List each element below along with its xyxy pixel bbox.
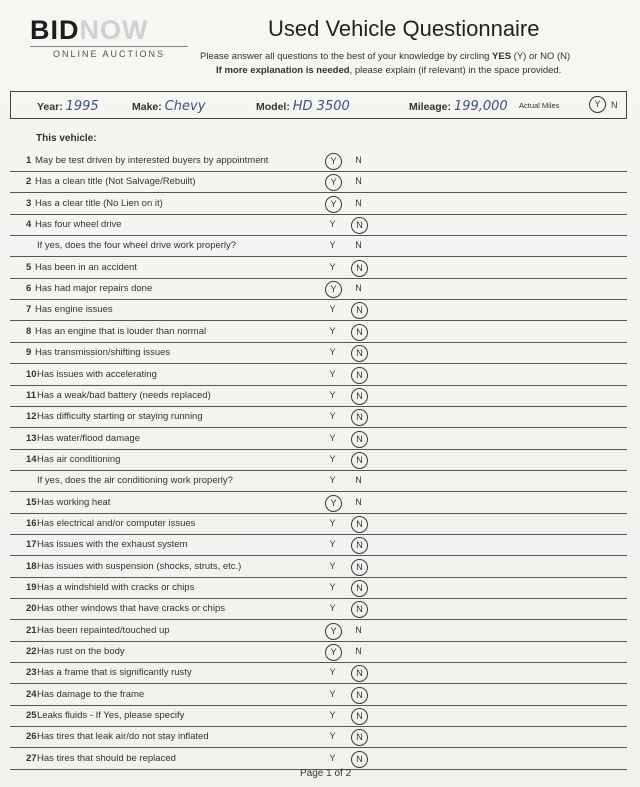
answer-yes-option[interactable]: Y bbox=[329, 475, 336, 486]
question-text: Has transmission/shifting issues bbox=[35, 347, 171, 359]
make-value: Chevy bbox=[164, 99, 206, 114]
question-row bbox=[10, 342, 627, 364]
question-row bbox=[10, 598, 627, 620]
question-text: Has issues with the exhaust system bbox=[37, 539, 188, 551]
question-number: 21 bbox=[26, 624, 37, 636]
answer-no-option[interactable]: N bbox=[351, 708, 368, 725]
question-number: 23 bbox=[26, 667, 37, 679]
answer-yes-option[interactable]: Y bbox=[329, 560, 336, 571]
actual-miles-label: Actual Miles bbox=[519, 101, 560, 110]
question-row bbox=[10, 726, 627, 748]
question-row bbox=[10, 257, 627, 279]
answer-no-option[interactable]: N bbox=[351, 601, 368, 618]
answer-yes-option[interactable]: Y bbox=[329, 261, 336, 272]
question-row bbox=[10, 278, 627, 300]
answer-yes-option[interactable]: Y bbox=[325, 623, 342, 640]
question-text: Has tires that leak air/do not stay inflated bbox=[37, 731, 209, 743]
answer-no-option[interactable]: N bbox=[355, 475, 362, 486]
question-number: 5 bbox=[26, 261, 32, 273]
answer-yes-option[interactable]: Y bbox=[329, 389, 336, 400]
mileage-value: 199,000 bbox=[453, 99, 508, 114]
question-text: Has engine issues bbox=[35, 304, 113, 316]
answer-no-option[interactable]: N bbox=[351, 324, 368, 341]
question-row bbox=[10, 214, 627, 236]
answer-yes-option[interactable]: Y bbox=[329, 667, 336, 678]
question-text: Has issues with suspension (shocks, struts, etc.) bbox=[37, 560, 242, 572]
logo-bid-text: BID bbox=[30, 15, 80, 45]
question-number: 10 bbox=[26, 368, 37, 380]
logo-subtitle: ONLINE AUCTIONS bbox=[30, 46, 188, 59]
answer-yes-option[interactable]: Y bbox=[329, 539, 336, 550]
question-row bbox=[10, 705, 627, 727]
actual-miles-yes-option[interactable]: Y bbox=[589, 96, 606, 113]
question-row bbox=[10, 449, 627, 471]
answer-no-option[interactable]: N bbox=[351, 452, 368, 469]
instr2-bold: If more explanation is needed bbox=[216, 65, 350, 76]
question-number: 9 bbox=[26, 347, 32, 359]
question-number: 24 bbox=[26, 688, 37, 700]
question-row bbox=[10, 662, 627, 684]
mileage-field[interactable] bbox=[409, 99, 508, 114]
question-text: Has a clear title (No Lien on it) bbox=[35, 197, 163, 209]
answer-no-option[interactable]: N bbox=[351, 409, 368, 426]
question-row bbox=[10, 492, 627, 514]
actual-miles-no-option[interactable]: N bbox=[611, 100, 618, 110]
answer-yes-option[interactable]: Y bbox=[329, 688, 336, 699]
question-number: 14 bbox=[26, 453, 37, 465]
answer-yes-option[interactable]: Y bbox=[325, 281, 342, 298]
question-text: Has damage to the frame bbox=[37, 688, 145, 700]
answer-no-option[interactable]: N bbox=[351, 751, 368, 768]
answer-no-option[interactable]: N bbox=[355, 496, 362, 507]
vehicle-info-box bbox=[10, 91, 627, 119]
answer-no-option[interactable]: N bbox=[351, 687, 368, 704]
question-number: 8 bbox=[26, 325, 32, 337]
answer-no-option[interactable]: N bbox=[355, 176, 362, 187]
question-row bbox=[10, 577, 627, 599]
model-value: HD 3500 bbox=[292, 99, 350, 114]
question-row bbox=[10, 321, 627, 343]
answer-no-option[interactable]: N bbox=[351, 516, 368, 533]
question-text: Has an engine that is louder than normal bbox=[35, 325, 207, 337]
question-text: Has rust on the body bbox=[37, 646, 125, 658]
answer-yes-option[interactable]: Y bbox=[329, 240, 336, 251]
make-label: Make: bbox=[132, 101, 162, 113]
answer-no-option[interactable]: N bbox=[351, 559, 368, 576]
question-row bbox=[10, 748, 627, 770]
question-row bbox=[10, 235, 627, 257]
question-number: 13 bbox=[26, 432, 37, 444]
question-number: 1 bbox=[26, 155, 32, 166]
model-field[interactable] bbox=[256, 99, 350, 114]
page-number: Page 1 of 2 bbox=[300, 768, 352, 779]
question-row bbox=[10, 364, 627, 386]
question-number: 17 bbox=[26, 539, 37, 551]
instr1-bold: YES bbox=[492, 51, 512, 62]
answer-yes-option[interactable]: Y bbox=[325, 153, 342, 170]
answer-yes-option[interactable]: Y bbox=[329, 603, 336, 614]
year-value: 1995 bbox=[65, 99, 99, 114]
question-row bbox=[10, 385, 627, 407]
answer-yes-option[interactable]: Y bbox=[329, 325, 336, 336]
question-text: Has tires that should be replaced bbox=[37, 752, 176, 764]
question-row bbox=[10, 150, 627, 172]
answer-no-option[interactable]: N bbox=[355, 155, 362, 165]
question-row bbox=[10, 684, 627, 706]
answer-no-option[interactable]: N bbox=[355, 283, 362, 294]
question-text: Leaks fluids - If Yes, please specify bbox=[37, 710, 185, 722]
answer-no-option[interactable]: N bbox=[355, 197, 362, 208]
question-number: 11 bbox=[26, 389, 37, 401]
question-text: Has a clean title (Not Salvage/Rebuilt) bbox=[35, 176, 196, 188]
question-text: Has air conditioning bbox=[37, 453, 121, 465]
answer-yes-option[interactable]: Y bbox=[329, 582, 336, 592]
answer-no-option[interactable]: N bbox=[351, 580, 368, 597]
instr1-pre: Please answer all questions to the best of your knowledge by circling bbox=[200, 51, 493, 62]
answer-yes-option[interactable]: Y bbox=[329, 710, 336, 721]
answer-yes-option[interactable]: Y bbox=[329, 752, 336, 763]
question-text: Has a frame that is significantly rusty bbox=[37, 667, 192, 679]
question-text: Has been repainted/touched up bbox=[37, 624, 170, 636]
answer-yes-option[interactable]: Y bbox=[329, 368, 336, 379]
instr1-post: (Y) or NO (N) bbox=[511, 51, 571, 62]
answer-yes-option[interactable]: Y bbox=[329, 731, 336, 742]
question-row bbox=[10, 534, 627, 556]
question-number: 16 bbox=[26, 517, 37, 529]
answer-yes-option[interactable]: Y bbox=[325, 196, 342, 213]
question-row bbox=[10, 641, 627, 663]
mileage-label: Mileage: bbox=[409, 101, 452, 113]
page-title: Used Vehicle Questionnaire bbox=[268, 16, 540, 41]
answer-no-option[interactable]: N bbox=[351, 537, 368, 554]
question-number: 19 bbox=[26, 582, 37, 593]
question-text: Has issues with accelerating bbox=[37, 368, 157, 380]
question-number: 2 bbox=[26, 176, 32, 188]
question-text: If yes, does the air conditioning work properly? bbox=[37, 475, 233, 487]
answer-yes-option[interactable]: Y bbox=[325, 174, 342, 191]
question-row bbox=[10, 470, 627, 492]
instructions-line-1 bbox=[200, 51, 570, 62]
answer-no-option[interactable]: N bbox=[351, 260, 368, 277]
answer-yes-option[interactable]: Y bbox=[329, 347, 336, 358]
answer-no-option[interactable]: N bbox=[355, 240, 362, 251]
question-text: Has other windows that have cracks or chips bbox=[37, 603, 225, 615]
instructions-line-2 bbox=[216, 65, 561, 76]
question-number: 26 bbox=[26, 731, 37, 743]
answer-no-option[interactable]: N bbox=[351, 431, 368, 448]
question-number: 12 bbox=[26, 411, 37, 423]
make-field[interactable] bbox=[132, 99, 205, 114]
answer-no-option[interactable]: N bbox=[351, 729, 368, 746]
question-number: 22 bbox=[26, 646, 37, 658]
question-number: 6 bbox=[26, 283, 32, 295]
question-row bbox=[10, 620, 627, 642]
question-row bbox=[10, 406, 627, 428]
question-number: 7 bbox=[26, 304, 32, 316]
instr2-post: , please explain (if relevant) in the space provided. bbox=[349, 65, 562, 76]
model-label: Model: bbox=[256, 101, 290, 113]
year-label: Year: bbox=[37, 101, 63, 113]
answer-yes-option[interactable]: Y bbox=[329, 517, 336, 528]
question-text: Has a weak/bad battery (needs replaced) bbox=[37, 389, 211, 401]
year-field[interactable] bbox=[37, 99, 99, 114]
question-number: 25 bbox=[26, 710, 37, 722]
answer-no-option[interactable]: N bbox=[355, 646, 362, 657]
answer-no-option[interactable]: N bbox=[351, 665, 368, 682]
answer-no-option[interactable]: N bbox=[351, 388, 368, 405]
question-text: Has four wheel drive bbox=[35, 219, 122, 231]
question-number: 27 bbox=[26, 752, 37, 764]
answer-yes-option[interactable]: Y bbox=[325, 495, 342, 512]
question-text: Has had major repairs done bbox=[35, 283, 153, 295]
question-text: Has working heat bbox=[37, 496, 111, 508]
question-row bbox=[10, 428, 627, 450]
bidnow-logo bbox=[30, 16, 190, 59]
question-text: Has water/flood damage bbox=[37, 432, 140, 444]
question-number: 18 bbox=[26, 560, 37, 572]
answer-yes-option[interactable]: Y bbox=[325, 644, 342, 661]
question-text: May be test driven by interested buyers by appointment bbox=[35, 155, 269, 166]
question-text: Has electrical and/or computer issues bbox=[37, 517, 196, 529]
answer-yes-option[interactable]: Y bbox=[329, 411, 336, 422]
question-row bbox=[10, 299, 627, 321]
question-number: 3 bbox=[26, 197, 32, 209]
question-row bbox=[10, 171, 627, 193]
question-number: 15 bbox=[26, 496, 37, 508]
question-text: Has difficulty starting or staying running bbox=[37, 411, 203, 423]
question-text: If yes, does the four wheel drive work properly? bbox=[37, 240, 237, 252]
question-number: 4 bbox=[26, 219, 32, 231]
answer-yes-option[interactable]: Y bbox=[329, 304, 336, 315]
answer-no-option[interactable]: N bbox=[351, 217, 368, 234]
answer-no-option[interactable]: N bbox=[351, 367, 368, 384]
question-number: 20 bbox=[26, 603, 37, 615]
answer-yes-option[interactable]: Y bbox=[329, 432, 336, 443]
answer-no-option[interactable]: N bbox=[355, 624, 362, 635]
logo-now-text: NOW bbox=[79, 15, 149, 45]
answer-no-option[interactable]: N bbox=[351, 302, 368, 319]
section-label: This vehicle: bbox=[36, 133, 97, 144]
answer-yes-option[interactable]: Y bbox=[329, 219, 336, 230]
question-row bbox=[10, 513, 627, 535]
question-text: Has been in an accident bbox=[35, 261, 137, 273]
answer-no-option[interactable]: N bbox=[351, 345, 368, 362]
question-row bbox=[10, 193, 627, 215]
question-row bbox=[10, 556, 627, 578]
answer-yes-option[interactable]: Y bbox=[329, 453, 336, 464]
question-text: Has a windshield with cracks or chips bbox=[37, 582, 195, 593]
